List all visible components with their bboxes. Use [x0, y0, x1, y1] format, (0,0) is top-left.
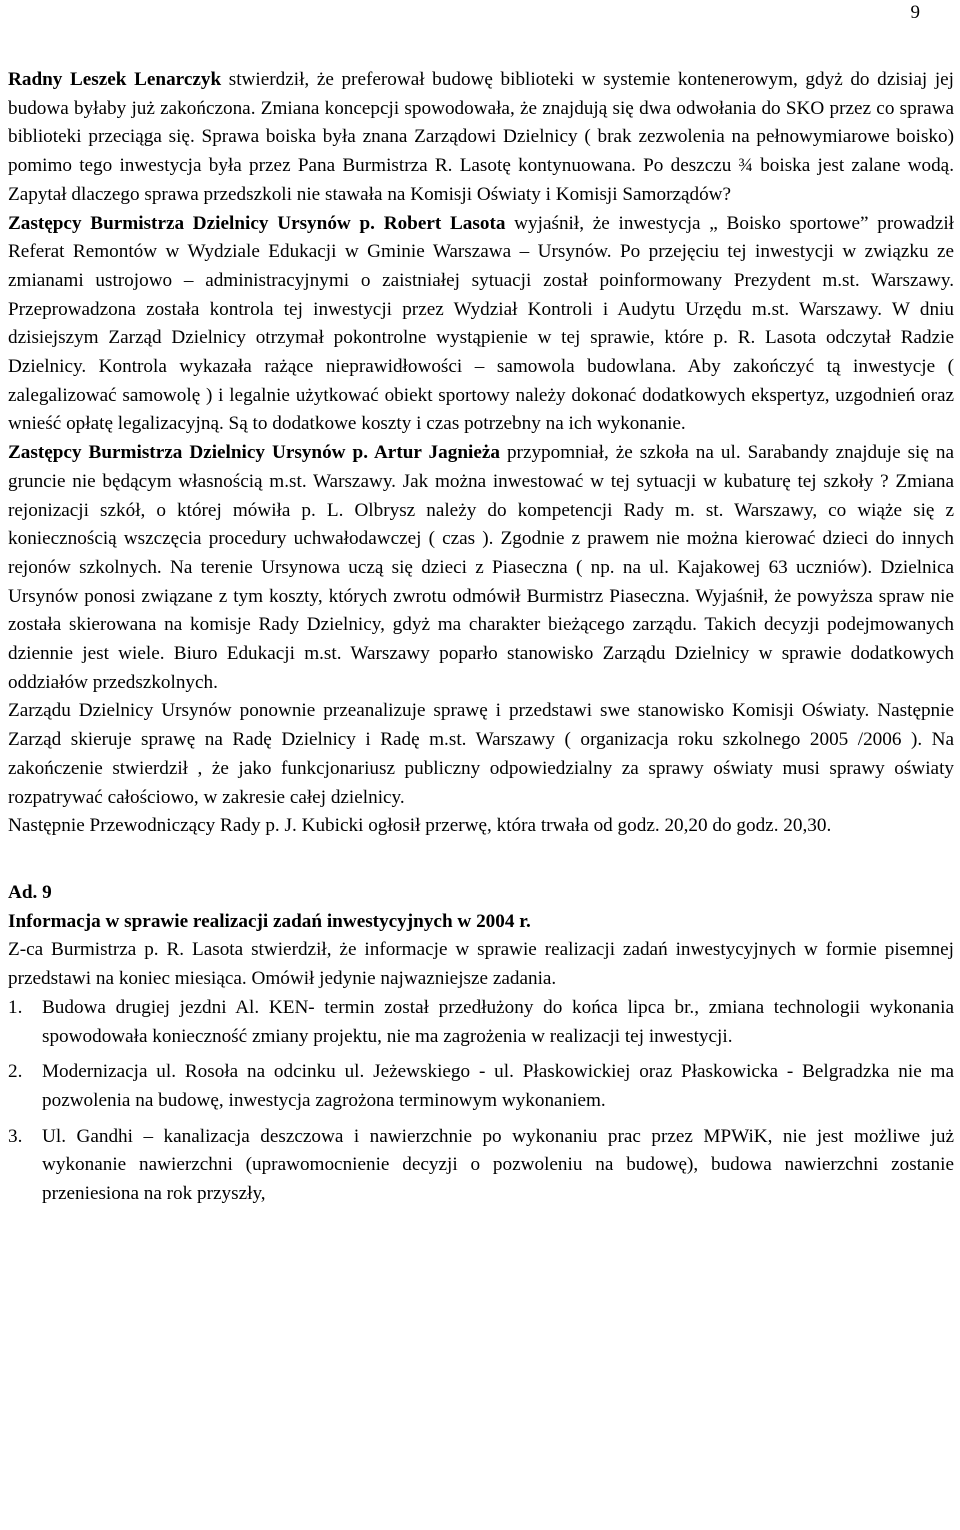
- paragraph-text: stwierdził, że preferował budowę biblioteki w systemie kontenerowym, gdyż do dzisiaj jej budowa byłaby już zakończona. Zmiana koncepcji spowodowała, że znajdują się dwa odwołania do SKO przez co sprawa biblioteki przeciąga się. Sprawa boiska była znana Zarządowi Dzielnicy ( brak zezwolenia na pełnowymiarowe boisko) pomimo tego inwestycja była przez Pana Burmistrza R. Lasotę kontynuowana. Po deszczu ¾ boiska jest zalane wodą. Zapytał dlaczego sprawa przedszkoli nie stawała na Komisji Oświaty i Komisji Samorządów?: [8, 69, 954, 205]
- section-title: Informacja w sprawie realizacji zadań inwestycyjnych w 2004 r.: [8, 910, 531, 932]
- list-item: [8, 1123, 954, 1209]
- section-heading: Ad. 9: [8, 881, 52, 903]
- section-spacer: [8, 841, 954, 879]
- section-intro: Z-ca Burmistrza p. R. Lasota stwierdził, że informacje w sprawie realizacji zadań inwestycyjnych w formie pisemnej przedstawi na koniec miesiąca. Omówił jedynie najwazniejsze zadania.: [8, 939, 954, 990]
- paragraph-przerwa: [8, 812, 954, 841]
- list-item-text: Budowa drugiej jezdni Al. KEN- termin został przedłużony do końca lipca br., zmiana technologii wykonania spowodowała konieczność zmiany projektu, nie ma zagrożenia w realizacji tej inwestycji.: [42, 996, 954, 1047]
- paragraph-text: wyjaśnił, że inwestycja „ Boisko sportowe” prowadził Referat Remontów w Wydziale Edukacji w Gminie Warszawa – Ursynów. Po przejęciu tej inwestycji w związku ze zmianami ustrojowo – administracyjnymi o zaistniałej sytuacji został poinformowany Prezydent m.st. Warszawy. Przeprowadzona została kontrola tej inwestycji przez Wydział Kontroli i Audytu Urzędu m.st. Warszawy. W dniu dzisiejszym Zarząd Dzielnicy otrzymał pokontrolne wystąpienie w tej sprawie, które p. R. Lasota odczytał Radzie Dzielnicy. Kontrola wykazała rażące nieprawidłowości – samowola budowlana. Aby zakończyć tą inwestycje ( zalegalizować samowolę ) i legalnie użytkować obiekt sportowy należy dokonać dodatkowych ekspertyz, uzgodnień oraz wnieść opłatę legalizacyjną. Są to dodatkowe koszty i czas potrzebny na ich wykonanie.: [8, 212, 954, 435]
- speaker-name: Zastępcy Burmistrza Dzielnicy Ursynów p. Artur Jagnieża: [8, 442, 500, 464]
- paragraph-text: Zarządu Dzielnicy Ursynów ponownie przeanalizuje sprawę i przedstawi swe stanowisko Komisji Oświaty. Następnie Zarząd skieruje sprawę na Radę Dzielnicy i Radę m.st. Warszawy ( organizacja roku szkolnego 2005 /2006 ). Na zakończenie stwierdził , że jako funkcjonariusz publiczny odpowiedzialny za sprawy oświaty musi sprawy oświaty rozpatrywać całościowo, w zakresie całej dzielnicy.: [8, 700, 954, 808]
- list-item-number: 1.: [8, 996, 23, 1018]
- speaker-name: Zastępcy Burmistrza Dzielnicy Ursynów p. Robert Lasota: [8, 212, 506, 234]
- list-item-number: 2.: [8, 1061, 23, 1083]
- paragraph-zarzad: [8, 697, 954, 812]
- list-item: [8, 1058, 954, 1115]
- page-number: 9: [910, 2, 920, 23]
- list-item-text: Modernizacja ul. Rosoła na odcinku ul. Jeżewskiego - ul. Płaskowickiej oraz Płaskowicka - Belgradzka nie ma pozwolenia na budowę, inwestycja zagrożona terminowym wykonaniem.: [42, 1061, 954, 1111]
- list-item-text: Ul. Gandhi – kanalizacja deszczowa i nawierzchnie po wykonaniu prac przez MPWiK, nie jest możliwe już wykonanie nawierzchni (uprawomocnienie decyzji o pozwoleniu na budowę), budowa nawierzchni zostanie przeniesiona na rok przyszły,: [42, 1125, 954, 1205]
- list-item: [8, 994, 954, 1051]
- paragraph-text: przypomniał, że szkoła na ul. Sarabandy znajduje się na gruncie nie będącym własnością m.st. Warszawy. Jak można inwestować w tej sytuacji w kubaturę tej szkoły ? Zmiana rejonizacji szkół, o której mówiła p. L. Olbrysz należy do kompetencji Rady m. st. Warszawy, co wiąże się z koniecznością wszczęcia procedury uchwałodawczej ( czas ). Zgodnie z prawem nie można kierować dzieci do innych rejonów szkolnych. Na terenie Ursynowa uczą się dzieci z Piaseczna ( np. na ul. Kajakowej 63 uczniów). Dzielnica Ursynów ponosi związane z tym koszty, których zwrotu odmówił Burmistrz Piaseczna. Wyjaśnił, że powyższa spraw nie została skierowana na komisje Rady Dzielnicy, gdyż ma charakter bieżącego zarządu. Takich decyzji podejmowanych dziennie jest wiele. Biuro Edukacji m.st. Warszawy poparło stanowisko Zarządu Dzielnicy w sprawie dodatkowych oddziałów przedszkolnych.: [8, 442, 955, 693]
- paragraph-lasota: [8, 210, 954, 440]
- paragraph-jagnieza: [8, 439, 954, 697]
- document-body: [8, 66, 954, 1209]
- paragraph-lenarczyk: [8, 66, 954, 210]
- list-item-number: 3.: [8, 1125, 23, 1147]
- investment-list: [8, 994, 954, 1209]
- speaker-name: Radny Leszek Lenarczyk: [8, 69, 222, 90]
- paragraph-text: Następnie Przewodniczący Rady p. J. Kubicki ogłosił przerwę, która trwała od godz. 20,20 do godz. 20,30.: [8, 815, 832, 837]
